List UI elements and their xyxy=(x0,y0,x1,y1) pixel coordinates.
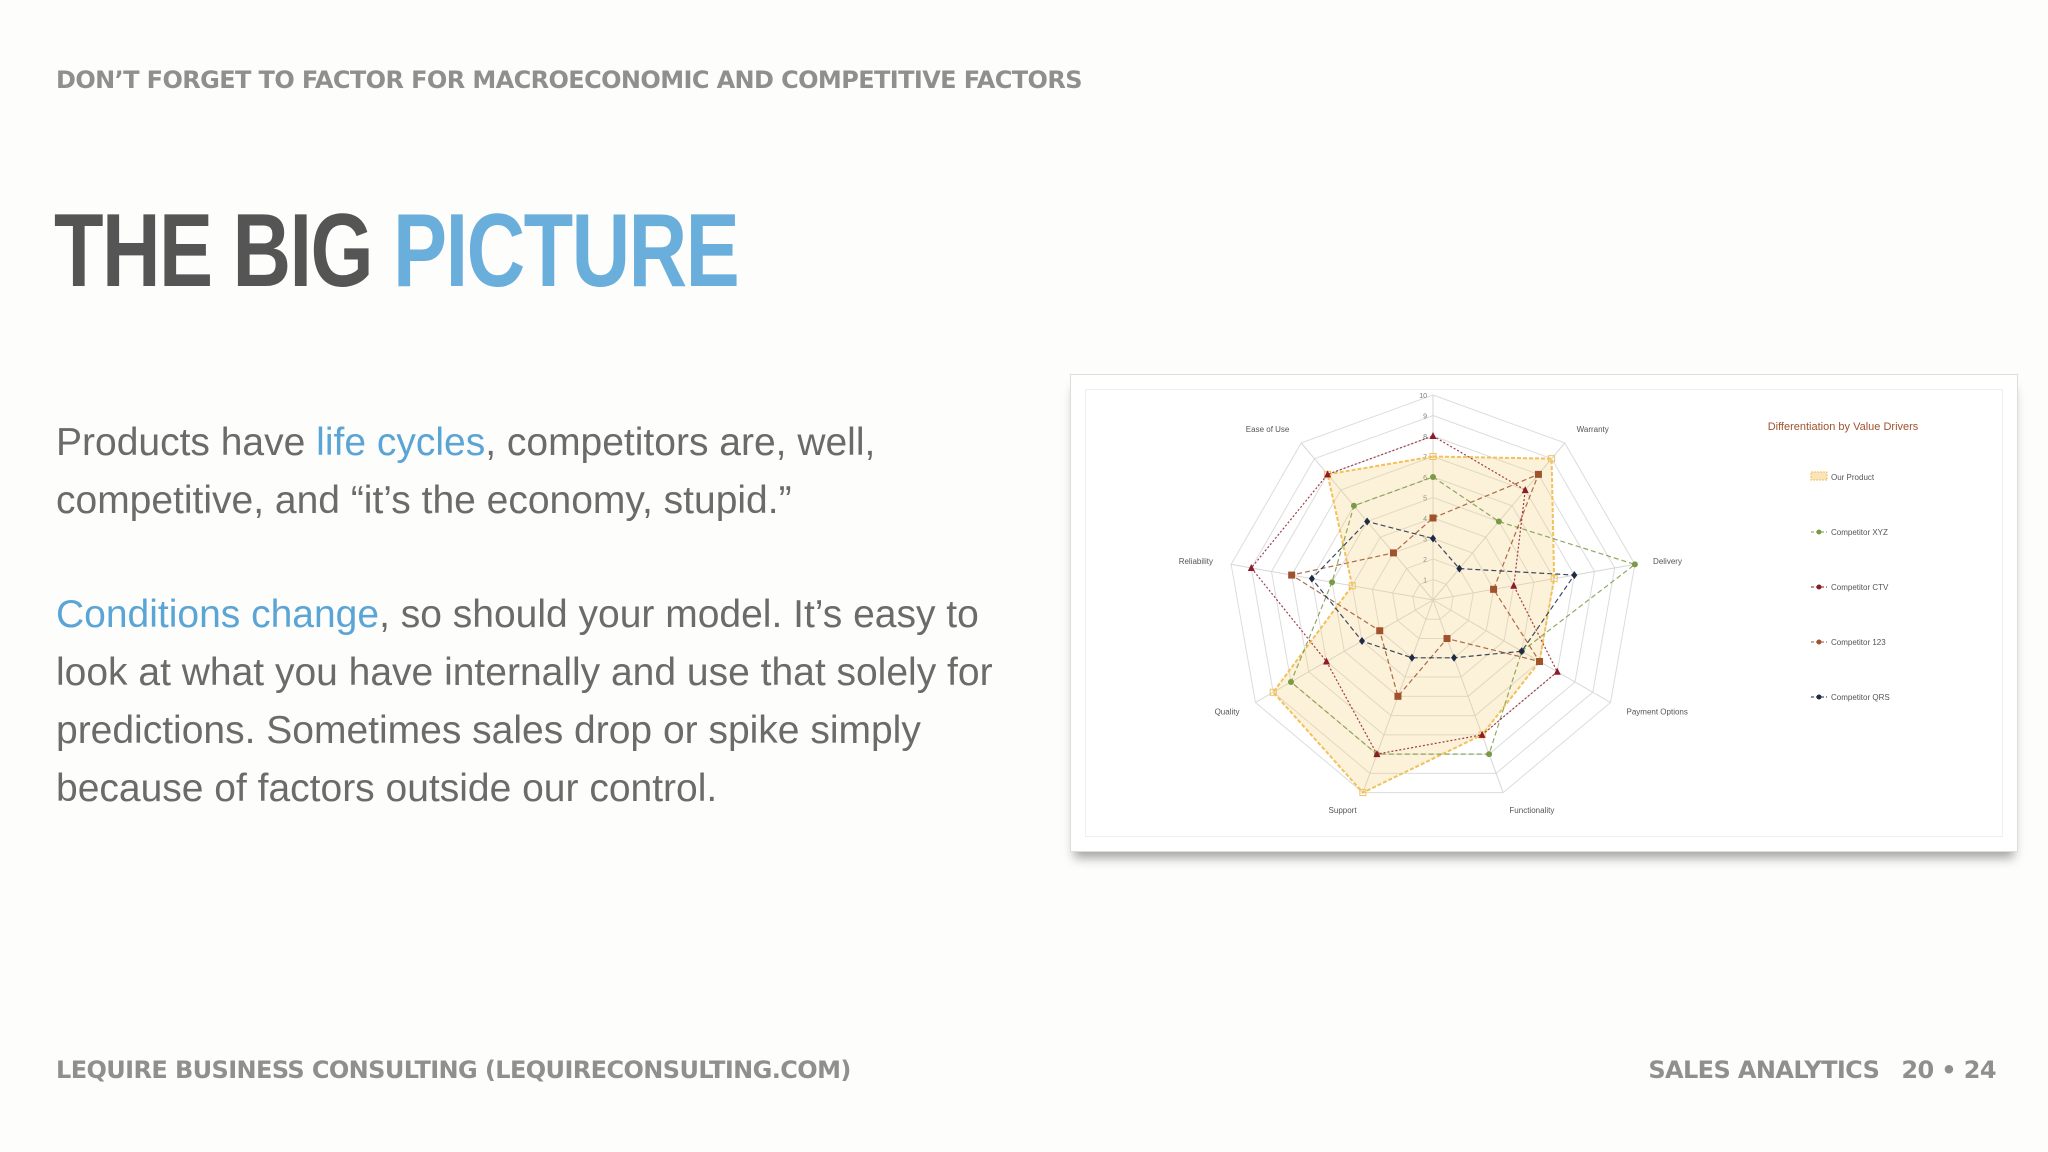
radar-axis-label: Quality xyxy=(1214,707,1240,717)
slide-eyebrow: DON’T FORGET TO FACTOR FOR MACROECONOMIC AND COMPETITIVE FACTORS xyxy=(56,66,1082,94)
paragraph-2-text: , so should your model. It’s easy to look at what you have internally and use that solely for predictions. Sometimes sales drop or spike simply because of factors outside our control. xyxy=(56,593,993,810)
legend-item xyxy=(1811,528,1888,537)
body-paragraph-2 xyxy=(56,586,1046,818)
legend-marker xyxy=(1817,640,1822,645)
legend-marker xyxy=(1817,695,1822,700)
life-cycles-link[interactable]: life cycles xyxy=(316,421,486,464)
radar-axis-label: Warranty xyxy=(1576,424,1609,434)
legend-swatch xyxy=(1811,472,1827,480)
footer-section-page xyxy=(1648,1056,1996,1084)
footer-section: SALES ANALYTICS xyxy=(1648,1056,1880,1084)
paragraph-1-text-end: , competitors are, well, competitive, and “it’s the economy, stupid.” xyxy=(56,421,876,522)
radar-tick-label: 9 xyxy=(1423,413,1427,421)
radar-point xyxy=(1351,503,1357,509)
radar-point xyxy=(1395,693,1401,699)
slide-title-accent: PICTURE xyxy=(393,193,739,309)
legend-label: Competitor CTV xyxy=(1831,583,1889,592)
radar-axis-label: Delivery xyxy=(1653,557,1682,567)
radar-point xyxy=(1430,432,1437,439)
radar-point xyxy=(1554,668,1561,675)
legend-label: Competitor QRS xyxy=(1831,693,1890,702)
footer-company: LEQUIRE BUSINESS CONSULTING (LEQUIRECONSULTING.COM) xyxy=(56,1056,851,1084)
paragraph-1-text-start: Products have xyxy=(56,421,317,464)
radar-axis-label: Support xyxy=(1328,805,1357,815)
legend-marker xyxy=(1817,585,1822,590)
radar-chart-figure xyxy=(1070,374,2018,852)
radar-point xyxy=(1632,561,1638,567)
radar-point xyxy=(1535,471,1541,477)
radar-point xyxy=(1430,515,1436,521)
legend-item xyxy=(1811,638,1886,647)
radar-tick-label: 8 xyxy=(1423,434,1427,441)
radar-chart xyxy=(1071,375,2017,851)
radar-axis-label: Ease of Use xyxy=(1245,424,1290,434)
radar-series-area xyxy=(1273,457,1554,793)
legend-label: Our Product xyxy=(1831,473,1875,482)
radar-point xyxy=(1329,579,1335,585)
conditions-change-link[interactable]: Conditions change xyxy=(56,593,380,636)
page-number: 20 • 24 xyxy=(1901,1056,1996,1084)
radar-axis-label: Functionality xyxy=(1509,805,1555,815)
radar-point xyxy=(1444,636,1450,642)
radar-point xyxy=(1430,474,1436,480)
radar-point xyxy=(1491,586,1497,592)
legend-label: Competitor XYZ xyxy=(1831,528,1888,537)
radar-axis-label: Payment Options xyxy=(1626,707,1688,717)
radar-point xyxy=(1390,550,1396,556)
radar-point xyxy=(1496,518,1502,524)
legend-label: Competitor 123 xyxy=(1831,638,1886,647)
radar-point xyxy=(1537,659,1543,665)
radar-point xyxy=(1377,628,1383,634)
slide-title xyxy=(54,193,739,309)
radar-point xyxy=(1288,679,1294,685)
radar-point xyxy=(1289,572,1295,578)
radar-axis-label: Reliability xyxy=(1178,557,1213,567)
legend-item xyxy=(1811,472,1875,482)
legend-item xyxy=(1811,693,1890,702)
body-paragraph-1 xyxy=(56,414,1046,530)
chart-title: Differentiation by Value Drivers xyxy=(1767,421,1919,433)
legend-item xyxy=(1811,583,1889,592)
legend-marker xyxy=(1817,530,1822,535)
slide-body xyxy=(56,414,1046,874)
slide-title-main: THE BIG xyxy=(54,193,394,309)
radar-tick-label: 10 xyxy=(1419,393,1427,400)
radar-point xyxy=(1486,751,1492,757)
radar-series xyxy=(1270,454,1557,796)
